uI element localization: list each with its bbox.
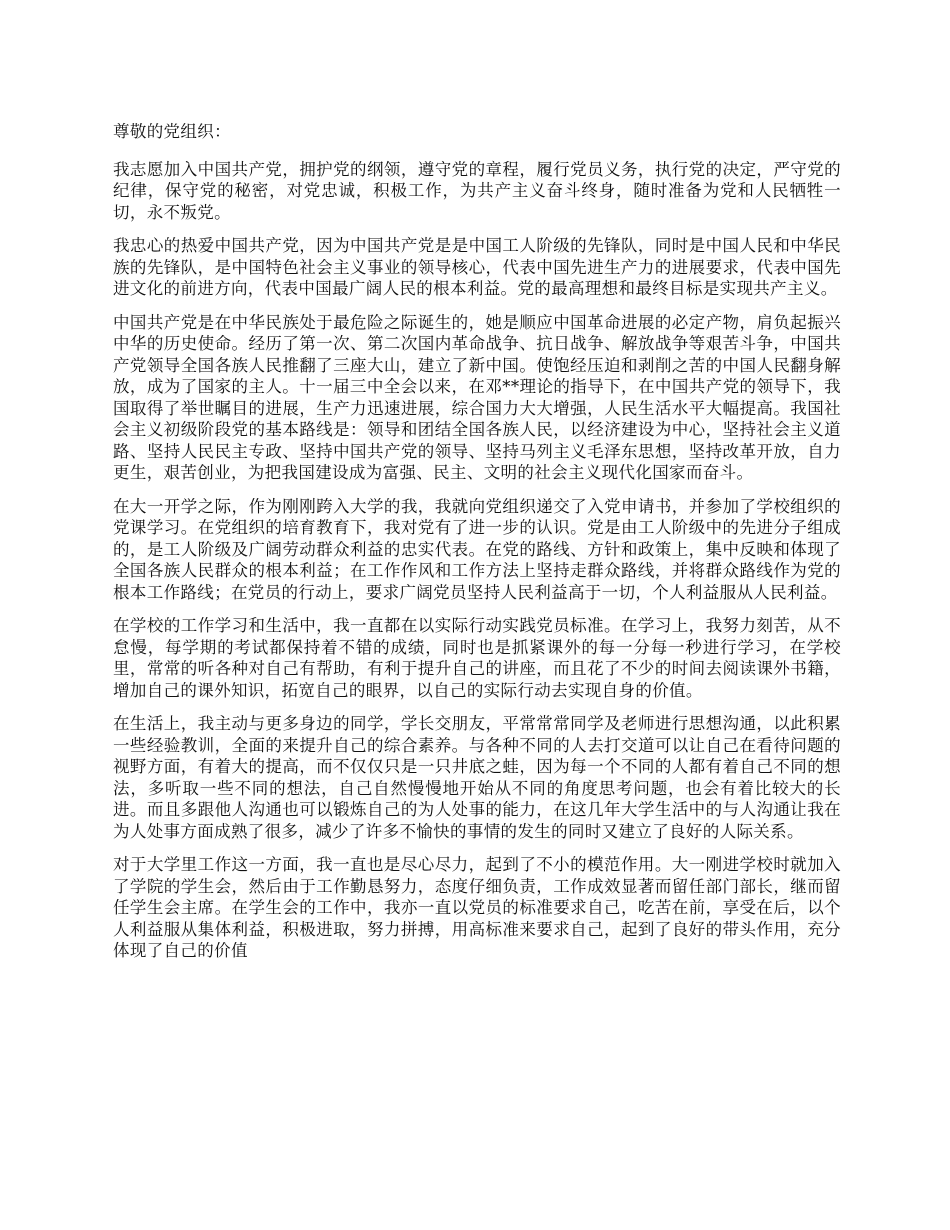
paragraph: 我志愿加入中国共产党，拥护党的纲领，遵守党的章程，履行党员义务，执行党的决定，严守党的纪律，保守党的秘密，对党忠诚，积极工作，为共产主义奋斗终身，随时准备为党和人民牺牲一切，永不叛党。 [113,159,841,222]
paragraph: 我忠心的热爱中国共产党，因为中国共产党是是中国工人阶级的先锋队，同时是中国人民和中华民族的先锋队，是中国特色社会主义事业的领导核心，代表中国先进生产力的进展要求，代表中国先进文化的前进方向，代表中国最广阔人民的根本利益。党的最高理想和最终目标是实现共产主义。 [113,236,841,298]
salutation: 尊敬的党组织： [113,122,231,141]
paragraph: 对于大学里工作这一方面，我一直也是尽心尽力，起到了不小的模范作用。大一刚进学校时就加入了学院的学生会，然后由于工作勤恳努力，态度仔细负责，工作成效显著而留任部门部长，继而留任学生会主席。在学生会的工作中，我亦一直以党员的标准要求自己，吃苦在前，享受在后，以个人利益服从集体利益，积极进取，努力拼搏，用高标准来要求自己，起到了良好的带头作用，充分体现了自己的价值 [113,855,841,960]
paragraph: 在大一开学之际，作为刚刚跨入大学的我，我就向党组织递交了入党申请书，并参加了学校组织的党课学习。在党组织的培育教育下，我对党有了进一步的认识。党是由工人阶级中的先进分子组成的，是工人阶级及广阔劳动群众利益的忠实代表。在党的路线、方针和政策上，集中反映和体现了全国各族人民群众的根本利益；在工作作风和工作方法上坚持走群众路线，并将群众路线作为党的根本工作路线；在党员的行动上，要求广阔党员坚持人民利益高于一切，个人利益服从人民利益。 [113,496,841,602]
document-body [113,121,841,974]
paragraph: 在学校的工作学习和生活中，我一直都在以实际行动实践党员标准。在学习上，我努力刻苦，从不怠慢，每学期的考试都保持着不错的成绩，同时也是抓紧课外的每一分每一秒进行学习，在学校里，常常的听各种对自己有帮助，有利于提升自己的讲座，而且花了不少的时间去阅读课外书籍，增加自己的课外知识，拓宽自己的眼界，以自己的实际行动去实现自身的价值。 [113,616,841,700]
paragraph: 在生活上，我主动与更多身边的同学，学长交朋友，平常常常同学及老师进行思想沟通，以此积累一些经验教训，全面的来提升自己的综合素养。与各种不同的人去打交道可以让自己在看待问题的视野方面，有着大的提高，而不仅仅只是一只井底之蛙，因为每一个不同的人都有着自己不同的想法，多听取一些不同的想法，自己自然慢慢地开始从不同的角度思考问题，也会有着比较大的长进。而且多跟他人沟通也可以锻炼自己的为人处事的能力，在这几年大学生活中的与人沟通让我在为人处事方面成熟了很多，减少了许多不愉快的事情的发生的同时又建立了良好的人际关系。 [113,714,841,841]
paragraph: 中国共产党是在中华民族处于最危险之际诞生的，她是顺应中国革命进展的必定产物，肩负起振兴中华的历史使命。经历了第一次、第二次国内革命战争、抗日战争、解放战争等艰苦斗争，中国共产党领导全国各族人民推翻了三座大山，建立了新中国。使饱经压迫和剥削之苦的中国人民翻身解放，成为了国家的主人。十一届三中全会以来，在邓**理论的指导下，在中国共产党的领导下，我国取得了举世瞩目的进展，生产力迅速进展，综合国力大大增强，人民生活水平大幅提高。我国社会主义初级阶段党的基本路线是：领导和团结全国各族人民，以经济建设为中心，坚持社会主义道路、坚持人民民主专政、坚持中国共产党的领导、坚持马列主义毛泽东思想，坚持改革开放，自力更生，艰苦创业，为把我国建设成为富强、民主、文明的社会主义现代化国家而奋斗。 [113,312,841,482]
